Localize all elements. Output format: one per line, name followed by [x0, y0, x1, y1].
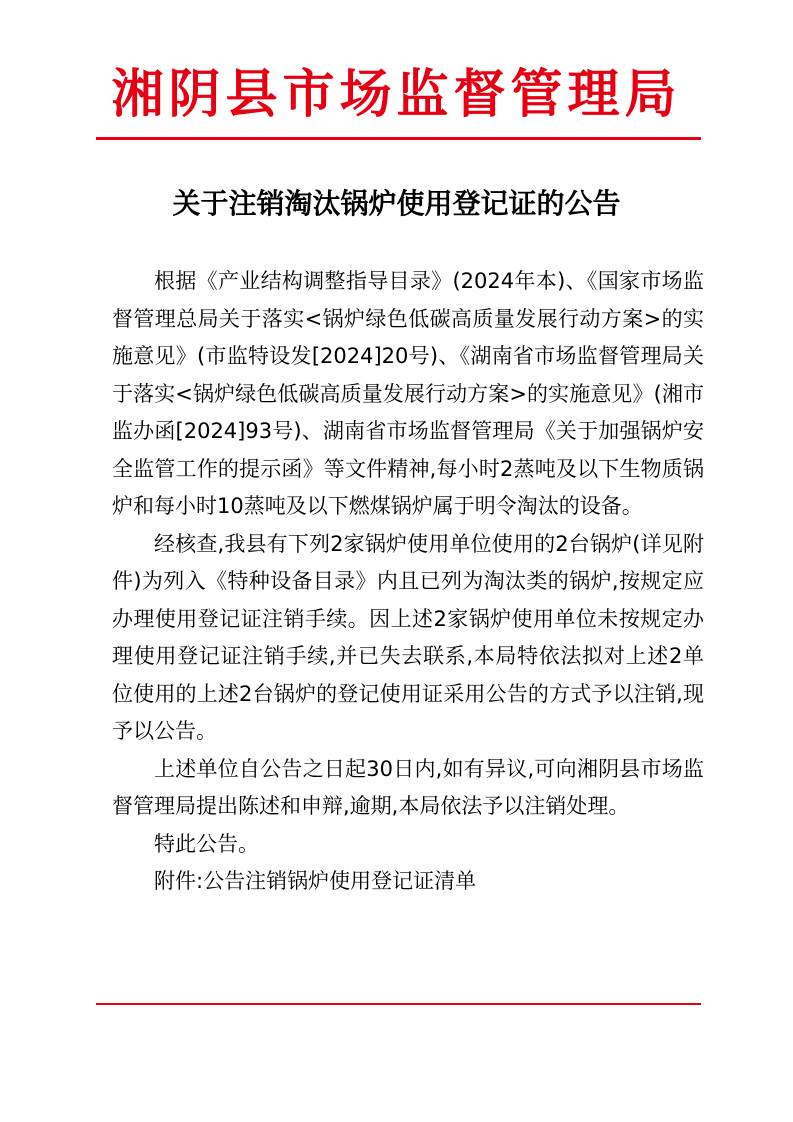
header-divider	[96, 137, 701, 140]
document-body	[112, 263, 704, 901]
document-title: 关于注销淘汰锅炉使用登记证的公告	[172, 187, 621, 220]
paragraph-basis: 根据《产业结构调整指导目录》(2024年本)、《国家市场监督管理总局关于落实<锅炉绿色低碳高质量发展行动方案>的实施意见》(市监特设发[2024]20号)、《湖南省市场监督管理局关于落实<锅炉绿色低碳高质量发展行动方案>的实施意见》(湘市监办函[2024]93号)、湖南省市场监督管理局《关于加强锅炉安全监管工作的提示函》等文件精神,每小时2蒸吨及以下生物质锅炉和每小时10蒸吨及以下燃煤锅炉属于明令淘汰的设备。	[112, 269, 704, 518]
paragraph-findings: 经核查,我县有下列2家锅炉使用单位使用的2台锅炉(详见附件)为列入《特种设备目录》内且已列为淘汰类的锅炉,按规定应办理使用登记证注销手续。因上述2家锅炉使用单位未按规定办理使用登记证注销手续,并已失去联系,本局特依法拟对上述2单位使用的上述2台锅炉的登记使用证采用公告的方式予以注销,现予以公告。	[112, 531, 704, 743]
agency-header-title: 湘阴县市场监督管理局	[111, 64, 682, 125]
footer-divider	[96, 1003, 701, 1005]
paragraph-attachment: 附件:公告注销锅炉使用登记证清单	[154, 869, 477, 893]
paragraph-closing: 特此公告。	[154, 831, 259, 856]
paragraph-objection-period: 上述单位自公告之日起30日内,如有异议,可向湘阴县市场监督管理局提出陈述和申辩,逾期,本局依法予以注销处理。	[112, 756, 704, 818]
